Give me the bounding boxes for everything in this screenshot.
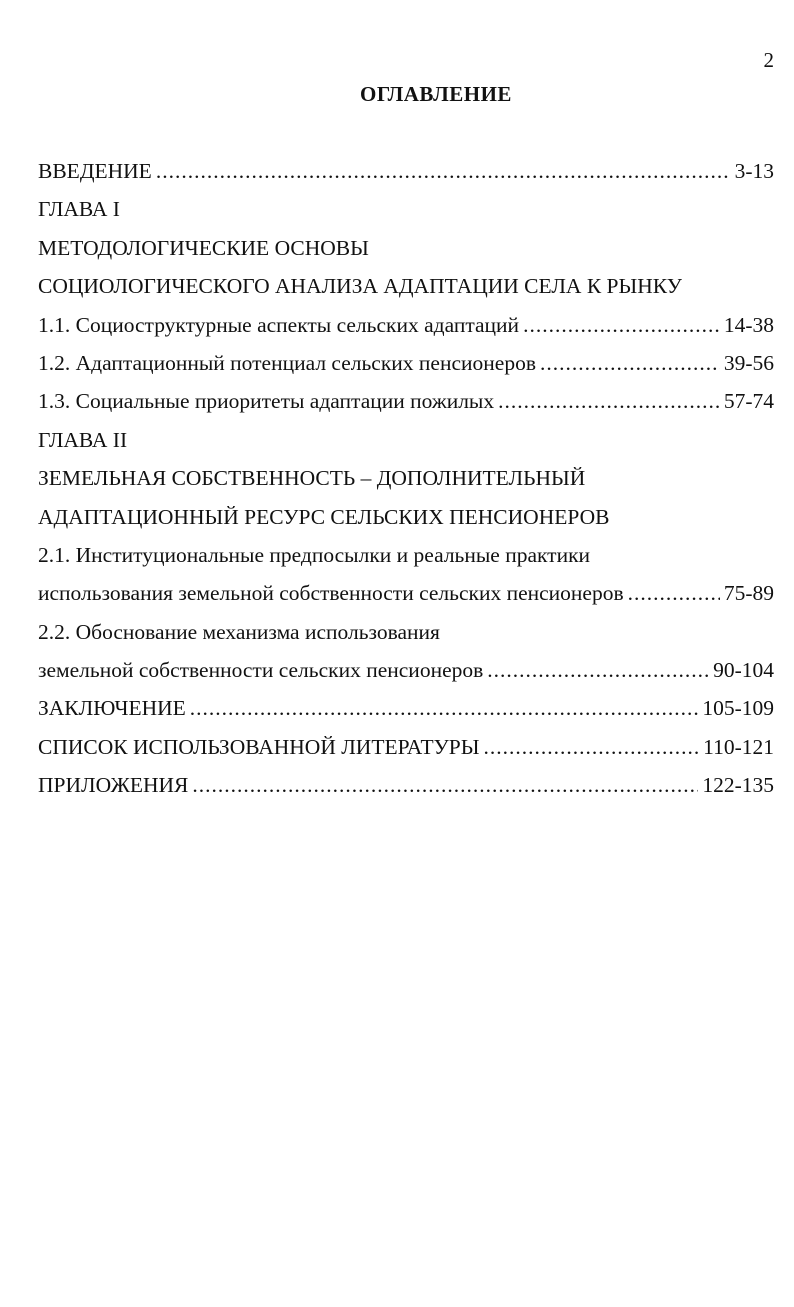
toc-leader-dots <box>498 382 720 420</box>
toc-entry-title: ПРИЛОЖЕНИЯ <box>38 773 189 798</box>
toc-entry-title: МЕТОДОЛОГИЧЕСКИЕ ОСНОВЫ <box>38 235 369 260</box>
toc-entry <box>38 651 774 689</box>
toc-entry <box>38 306 774 344</box>
toc-entry-title: СОЦИОЛОГИЧЕСКОГО АНАЛИЗА АДАПТАЦИИ СЕЛА К РЫНКУ <box>38 274 682 299</box>
toc-leader-dots <box>190 689 699 727</box>
toc-entry-pages: 90-104 <box>713 658 774 683</box>
toc-entry-pages: 75-89 <box>723 581 774 606</box>
toc-entry <box>38 689 774 727</box>
toc-entry-pages: 105-109 <box>702 696 774 721</box>
toc-entry <box>38 382 774 420</box>
toc-entry <box>38 344 774 382</box>
toc-entry-title: ЗЕМЕЛЬНАЯ СОБСТВЕННОСТЬ – ДОПОЛНИТЕЛЬНЫЙ <box>38 466 586 491</box>
toc-entry-title: ГЛАВА II <box>38 427 128 452</box>
toc-entry-pages: 110-121 <box>703 734 774 759</box>
toc-entry-pages: 3-13 <box>734 159 774 183</box>
toc-entry <box>38 190 774 228</box>
toc-entry-pages: 39-56 <box>723 350 774 375</box>
toc-entry <box>38 574 774 612</box>
toc-leader-dots <box>192 766 698 804</box>
toc-entry <box>38 728 774 766</box>
toc-entry <box>38 421 774 459</box>
toc-entry-title: ВВЕДЕНИЕ <box>38 159 152 183</box>
toc-leader-dots <box>628 574 720 612</box>
toc-entry <box>38 498 774 536</box>
toc-entry-title: ГЛАВА I <box>38 197 120 222</box>
toc-entry-title: 2.2. Обоснование механизма использования <box>38 619 440 644</box>
toc-entry-pages: 57-74 <box>723 389 774 414</box>
toc-entry-title: ЗАКЛЮЧЕНИЕ <box>38 696 186 721</box>
toc-leader-dots <box>487 651 709 689</box>
toc-entry-title: АДАПТАЦИОННЫЙ РЕСУРС СЕЛЬСКИХ ПЕНСИОНЕРОВ <box>38 504 610 529</box>
toc-leader-dots <box>540 344 720 382</box>
toc-entry-pages: 14-38 <box>723 312 774 337</box>
toc-entry-title: СПИСОК ИСПОЛЬЗОВАННОЙ ЛИТЕРАТУРЫ <box>38 734 480 759</box>
toc-entry-title: 2.1. Институциональные предпосылки и реальные практики <box>38 542 591 567</box>
toc-entry-title: 1.3. Социальные приоритеты адаптации пожилых <box>38 389 495 414</box>
table-of-contents <box>38 152 774 805</box>
toc-entry <box>38 229 774 267</box>
toc-leader-dots <box>484 728 700 766</box>
toc-leader-dots <box>156 152 731 190</box>
page-title: ОГЛАВЛЕНИЕ <box>360 82 512 106</box>
toc-entry-title: использования земельной собственности сельских пенсионеров <box>38 581 624 606</box>
toc-entry-title: земельной собственности сельских пенсионеров <box>38 658 484 683</box>
page-number: 2 <box>763 48 774 72</box>
toc-entry-title: 1.2. Адаптационный потенциал сельских пенсионеров <box>38 350 536 375</box>
toc-entry <box>38 613 774 651</box>
toc-entry <box>38 152 774 190</box>
toc-entry-pages: 122-135 <box>702 773 774 798</box>
toc-entry <box>38 267 774 305</box>
toc-entry-title: 1.1. Социоструктурные аспекты сельских адаптаций <box>38 312 520 337</box>
toc-entry <box>38 536 774 574</box>
toc-entry <box>38 766 774 804</box>
toc-leader-dots <box>523 306 720 344</box>
toc-entry <box>38 459 774 497</box>
